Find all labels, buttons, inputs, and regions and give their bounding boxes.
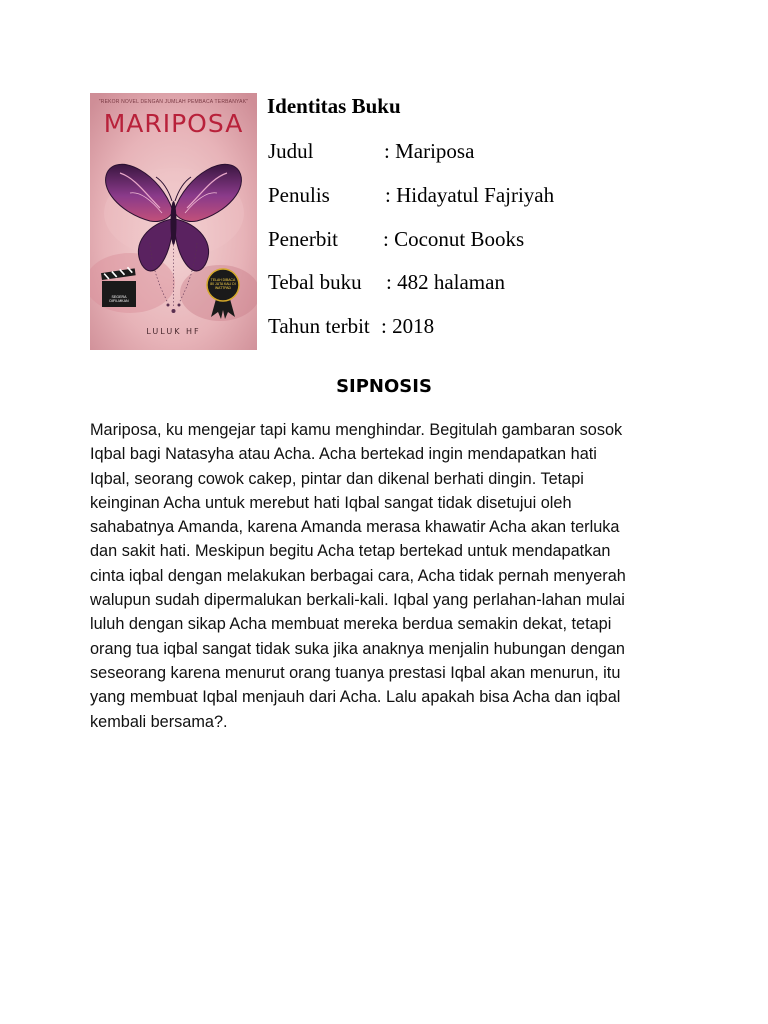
cover-title: MARIPOSA bbox=[103, 109, 244, 138]
field-label: Penulis bbox=[268, 183, 330, 207]
synopsis-line: cinta iqbal dengan melakukan berbagai cara, Acha tidak pernah menyerah bbox=[90, 566, 626, 585]
book-cover-image bbox=[90, 93, 257, 350]
field-value: : 2018 bbox=[381, 314, 435, 338]
cover-author: LULUK HF bbox=[146, 327, 201, 336]
synopsis-heading: SIPNOSIS bbox=[336, 376, 432, 397]
synopsis-line: seseorang karena menurut orang tuanya prestasi Iqbal akan menurun, itu bbox=[90, 663, 621, 682]
cover-tagline: "REKOR NOVEL DENGAN JUMLAH PEMBACA TERBANYAK" bbox=[98, 99, 249, 105]
synopsis-paragraph bbox=[90, 418, 680, 734]
cover-badge-label: TELAH DIBACA 80 JUTA KALI DI WATTPAD bbox=[210, 278, 236, 290]
field-value: : 482 halaman bbox=[386, 270, 505, 294]
synopsis-line: dan sakit hati. Meskipun begitu Acha tetap bertekad untuk mendapatkan bbox=[90, 542, 611, 561]
synopsis-line: walupun sudah dipermalukan berkali-kali. Iqbal yang perlahan-lahan mulai bbox=[90, 591, 625, 610]
synopsis-line: orang tua iqbal sangat tidak suka jika anaknya menjalin hubungan dengan bbox=[90, 639, 625, 658]
synopsis-line: Iqbal, seorang cowok cakep, pintar dan dikenal berhati dingin. Tetapi bbox=[90, 469, 584, 488]
synopsis-line: keinginan Acha untuk merebut hati Iqbal sangat tidak disetujui oleh bbox=[90, 493, 572, 512]
field-label: Judul bbox=[268, 139, 314, 163]
synopsis-line: kembali bersama?. bbox=[90, 712, 228, 731]
field-label: Tebal buku bbox=[268, 270, 362, 294]
field-value: : Mariposa bbox=[384, 139, 475, 163]
field-value: : Hidayatul Fajriyah bbox=[385, 183, 555, 207]
identity-heading: Identitas Buku bbox=[267, 94, 401, 118]
synopsis-line: Mariposa, ku mengejar tapi kamu menghindar. Begitulah gambaran sosok bbox=[90, 421, 623, 439]
synopsis-line: luluh dengan sikap Acha membuat mereka berdua semakin dekat, tetapi bbox=[90, 615, 612, 634]
synopsis-line: yang membuat Iqbal menjauh dari Acha. Lalu apakah bisa Acha dan iqbal bbox=[90, 688, 621, 707]
field-label: Penerbit bbox=[268, 227, 338, 251]
field-value: : Coconut Books bbox=[383, 227, 525, 251]
synopsis-line: sahabatnya Amanda, karena Amanda merasa khawatir Acha akan terluka bbox=[90, 518, 620, 537]
field-label: Tahun terbit bbox=[268, 314, 370, 338]
cover-clapboard-label: SEGERA DIFILMKAN bbox=[109, 295, 129, 303]
synopsis-line: Iqbal bagi Natasyha atau Acha. Acha bertekad ingin mendapatkan hati bbox=[90, 445, 597, 464]
